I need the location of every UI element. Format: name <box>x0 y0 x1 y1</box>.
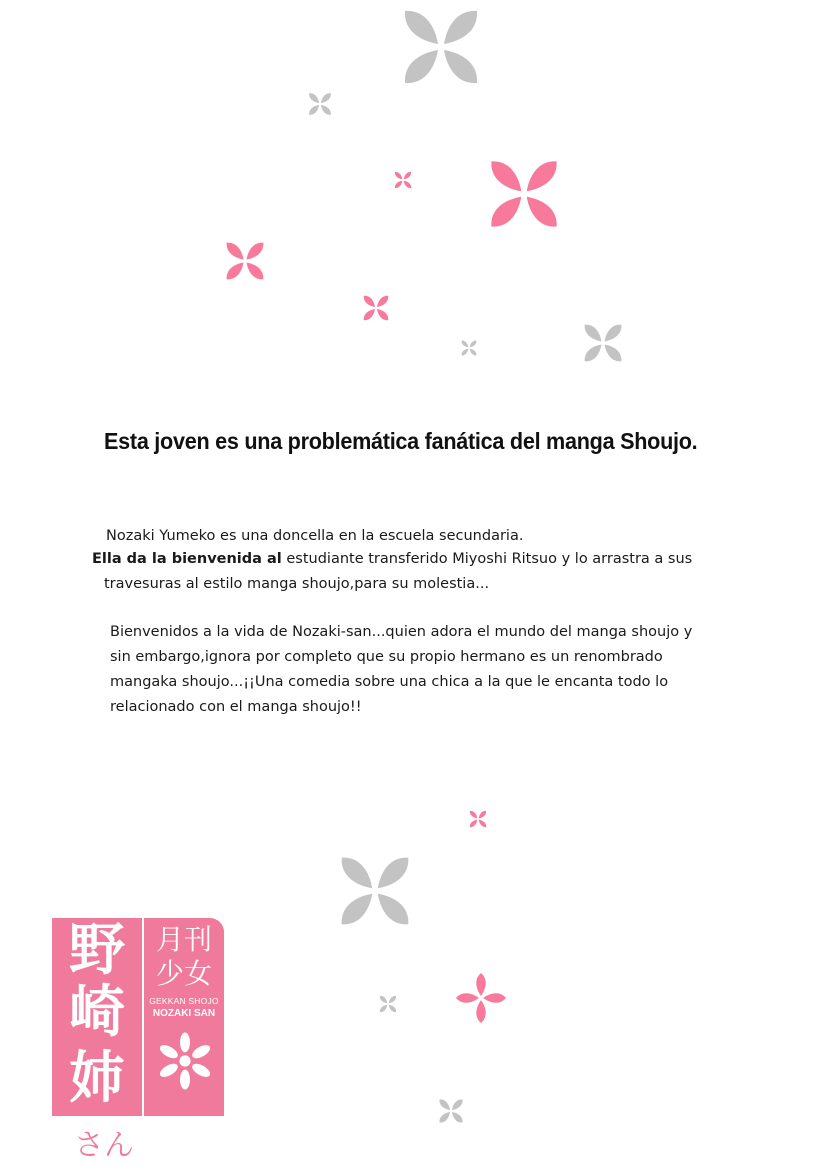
flower-icon <box>218 234 272 288</box>
flower-icon <box>434 1094 468 1128</box>
logo-kanji-shojo: 少女 <box>155 957 212 990</box>
paragraph2-line: Bienvenidos a la vida de Nozaki-san...quien adora el mundo del manga shoujo y <box>110 624 693 640</box>
paragraph2 <box>110 620 692 720</box>
title-logo <box>52 918 224 1116</box>
paragraph1-line1: Nozaki Yumeko es una doncella en la escuela secundaria. <box>106 528 524 544</box>
paragraph1-line3: travesuras al estilo manga shoujo,para su molestia... <box>104 576 490 592</box>
logo-english-line1: GEKKAN SHOJO <box>149 996 219 1006</box>
logo-right-panel <box>144 918 224 1116</box>
logo-flower-icon <box>154 1030 216 1092</box>
logo-english-line2: NOZAKI SAN <box>152 1008 216 1019</box>
paragraph2-line: relacionado con el manga shoujo!! <box>110 699 362 715</box>
flower-icon <box>455 972 507 1024</box>
flower-icon <box>466 807 490 831</box>
flower-icon <box>368 0 514 100</box>
flower-icon <box>391 168 415 192</box>
paragraph1-line2 <box>92 549 692 570</box>
logo-left-panel <box>52 918 142 1116</box>
flower-icon <box>376 992 400 1016</box>
logo-kanji-nozaki-3: 姉 <box>69 1046 125 1111</box>
flower-icon <box>576 316 630 370</box>
logo-kana-san: さん <box>74 1128 134 1163</box>
paragraph2-line: sin embargo,ignora por completo que su propio hermano es un renombrado <box>110 649 663 665</box>
logo-kanji-gekkan: 月刊 <box>155 923 212 956</box>
flower-icon <box>458 337 480 359</box>
flower-icon <box>358 290 394 326</box>
paragraph1-line2-lead: Ella da la bienvenida al <box>92 551 282 567</box>
logo-kanji-nozaki-1: 野 <box>69 918 125 983</box>
flower-icon <box>304 88 336 120</box>
logo-kanji-nozaki-2: 崎 <box>69 980 125 1045</box>
paragraph1-line2-rest: estudiante transferido Miyoshi Ritsuo y lo arrastra a sus <box>281 551 693 567</box>
paragraph2-line: mangaka shoujo...¡¡Una comedia sobre una chica a la que le encanta todo lo <box>110 674 669 690</box>
headline: Esta joven es una problemática fanática del manga Shoujo. <box>104 428 698 454</box>
flower-icon <box>476 146 572 242</box>
flower-icon <box>326 842 424 940</box>
